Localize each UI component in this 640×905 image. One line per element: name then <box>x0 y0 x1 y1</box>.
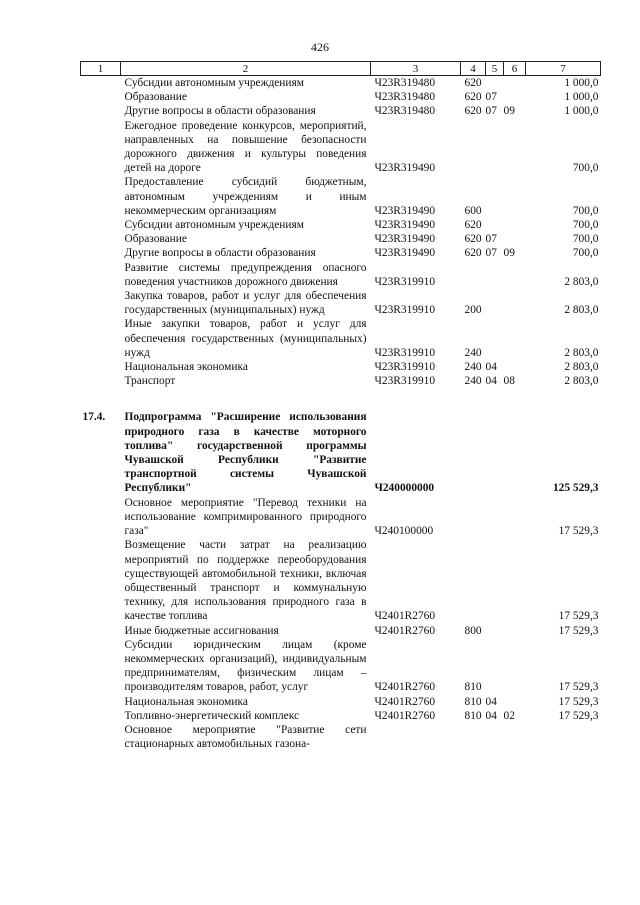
cell-vr <box>461 723 486 751</box>
cell-pr <box>504 232 526 246</box>
cell-rz <box>486 218 504 232</box>
cell-code: Ч23R319490 <box>374 204 436 217</box>
cell-sum: 17 529,3 <box>558 610 599 623</box>
cell-rz <box>486 410 504 495</box>
cell-num <box>81 289 121 317</box>
cell-name: Развитие системы предупреждения опасного поведения участников дорожного движения <box>124 261 367 288</box>
cell-num <box>81 232 121 246</box>
cell-rz <box>486 723 504 751</box>
cell-num <box>81 119 121 176</box>
cell-num <box>81 624 121 638</box>
cell-code: Ч240100000 <box>374 525 434 538</box>
table-row <box>81 638 601 695</box>
cell-rz <box>486 624 504 638</box>
table-row <box>81 232 601 246</box>
cell-pr <box>504 76 526 91</box>
cell-rz: 07 <box>485 247 497 260</box>
cell-code: Ч23R319490 <box>374 247 436 260</box>
cell-sum <box>526 723 601 751</box>
cell-pr: 09 <box>503 105 515 118</box>
cell-sum: 1 000,0 <box>564 77 599 89</box>
cell-name: Закупка товаров, работ и услуг для обеспечения государственных (муниципальных) нужд <box>124 290 367 317</box>
cell-vr: 620 <box>464 91 482 104</box>
spacer-cell <box>81 388 601 410</box>
cell-name: Основное мероприятие "Развитие сети стационарных автомобильных газона- <box>124 723 367 751</box>
table-row <box>81 360 601 374</box>
header-cell: 1 <box>81 62 121 76</box>
cell-pr <box>504 119 526 176</box>
cell-name: Субсидии юридическим лицам (кроме некоммерческих организаций), индивидуальным предпринимателям, физическим лицам – производителям товаров, работ, услуг <box>124 638 367 694</box>
cell-rz: 04 <box>485 375 497 388</box>
cell-num <box>81 723 121 751</box>
cell-pr <box>504 261 526 289</box>
cell-rz <box>486 638 504 695</box>
cell-vr <box>461 410 486 495</box>
cell-rz <box>486 76 504 91</box>
cell-sum: 1 000,0 <box>564 105 599 118</box>
cell-pr <box>504 317 526 360</box>
cell-rz: 07 <box>485 233 497 246</box>
cell-num <box>81 360 121 374</box>
cell-sum: 2 803,0 <box>564 275 599 288</box>
table-row <box>81 317 601 360</box>
cell-rz: 04 <box>485 695 497 708</box>
cell-sum: 700,0 <box>572 233 599 246</box>
cell-code: Ч240000000 <box>374 482 435 495</box>
budget-table <box>80 61 601 751</box>
cell-code: Ч23R319910 <box>374 346 436 359</box>
cell-rz <box>486 538 504 623</box>
cell-pr <box>504 695 526 709</box>
cell-num <box>81 246 121 260</box>
page-number: 426 <box>311 40 329 54</box>
cell-vr <box>461 261 486 289</box>
cell-name: Национальная экономика <box>124 695 248 708</box>
cell-pr: 02 <box>503 709 515 722</box>
cell-pr <box>504 624 526 638</box>
table-row <box>81 410 601 495</box>
cell-name: Образование <box>124 91 187 104</box>
cell-sum: 17 529,3 <box>558 709 599 722</box>
table-row <box>81 289 601 317</box>
cell-rz: 07 <box>485 91 497 104</box>
cell-vr: 620 <box>464 105 482 118</box>
table-row <box>81 261 601 289</box>
cell-code: Ч23R319910 <box>374 304 436 317</box>
cell-vr: 240 <box>464 361 482 374</box>
cell-vr: 600 <box>464 204 482 217</box>
cell-num <box>81 261 121 289</box>
cell-num <box>81 374 121 388</box>
table-row <box>81 624 601 638</box>
cell-vr <box>461 496 486 539</box>
cell-code: Ч23R319490 <box>374 162 436 175</box>
table-row <box>81 104 601 118</box>
cell-code: Ч23R319490 <box>374 219 436 232</box>
cell-pr: 08 <box>503 375 515 388</box>
cell-code: Ч23R319480 <box>374 91 436 104</box>
cell-vr: 620 <box>464 77 482 89</box>
cell-pr <box>504 410 526 495</box>
cell-num <box>81 317 121 360</box>
table-row <box>81 538 601 623</box>
cell-rz <box>486 317 504 360</box>
cell-code: Ч2401R2760 <box>374 624 436 637</box>
cell-sum: 17 529,3 <box>558 681 599 694</box>
cell-rz <box>486 119 504 176</box>
table-row <box>81 695 601 709</box>
cell-vr <box>461 119 486 176</box>
cell-sum: 700,0 <box>572 219 599 232</box>
cell-name: Основное мероприятие "Перевод техники на использование компримированного природного газа" <box>124 496 367 538</box>
cell-vr <box>461 538 486 623</box>
cell-pr <box>504 538 526 623</box>
cell-sum: 2 803,0 <box>564 304 599 317</box>
table-row <box>81 119 601 176</box>
table-row <box>81 723 601 751</box>
cell-num <box>81 104 121 118</box>
cell-rz: 07 <box>485 105 497 118</box>
cell-sum: 125 529,3 <box>552 482 599 495</box>
cell-vr: 800 <box>464 624 482 637</box>
cell-sum: 2 803,0 <box>564 361 599 374</box>
cell-num <box>81 76 121 91</box>
cell-name: Топливно-энергетический комплекс <box>124 709 300 722</box>
cell-vr: 200 <box>464 304 482 317</box>
cell-num <box>81 695 121 709</box>
cell-code: Ч2401R2760 <box>374 709 436 722</box>
table-spacer-row <box>81 388 601 410</box>
cell-name: Возмещение части затрат на реализацию мероприятий по поддержке переоборудования существующей автомобильной техники, включая общественный транспорт и коммунальную технику, для использования природного газа в качестве топлива <box>124 539 367 623</box>
cell-vr: 240 <box>464 375 482 388</box>
table-row <box>81 218 601 232</box>
cell-pr: 09 <box>503 247 515 260</box>
cell-code: Ч23R319490 <box>374 233 436 246</box>
header-cell: 2 <box>121 62 371 76</box>
cell-pr <box>504 175 526 218</box>
cell-code: Ч23R319910 <box>374 375 436 388</box>
cell-pr <box>504 638 526 695</box>
cell-code: Ч2401R2760 <box>374 695 436 708</box>
cell-num <box>81 496 121 539</box>
cell-sum: 2 803,0 <box>564 346 599 359</box>
cell-num <box>81 709 121 723</box>
cell-sum: 17 529,3 <box>558 624 599 637</box>
cell-sum: 700,0 <box>572 247 599 260</box>
cell-code: Ч23R319910 <box>374 275 436 288</box>
cell-code: Ч23R319910 <box>374 361 436 374</box>
cell-vr: 810 <box>464 709 482 722</box>
cell-name: Субсидии автономным учреждениям <box>124 77 304 89</box>
cell-num <box>81 175 121 218</box>
cell-name: Транспорт <box>124 375 176 388</box>
cell-code <box>371 723 461 751</box>
cell-sum: 700,0 <box>572 162 599 175</box>
cell-vr: 620 <box>464 247 482 260</box>
cell-rz: 04 <box>485 709 497 722</box>
cell-vr: 240 <box>464 346 482 359</box>
cell-num <box>81 638 121 695</box>
cell-rz <box>486 261 504 289</box>
header-cell: 5 <box>486 62 504 76</box>
cell-num: 17.4. <box>82 411 106 424</box>
cell-sum: 17 529,3 <box>558 525 599 538</box>
header-cell: 6 <box>504 62 526 76</box>
cell-rz <box>486 289 504 317</box>
cell-pr <box>504 289 526 317</box>
cell-name: Субсидии автономным учреждениям <box>124 219 304 232</box>
table-row <box>81 374 601 388</box>
cell-name: Предоставление субсидий бюджетным, автономным учреждениям и иным некоммерческим организациям <box>124 176 367 217</box>
cell-pr <box>504 360 526 374</box>
table-row <box>81 90 601 104</box>
table-row <box>81 175 601 218</box>
cell-rz <box>486 175 504 218</box>
cell-name: Иные закупки товаров, работ и услуг для обеспечения государственных (муниципальных) нужд <box>124 318 367 359</box>
cell-name: Иные бюджетные ассигнования <box>124 624 279 637</box>
cell-vr: 620 <box>464 219 482 232</box>
cell-sum: 17 529,3 <box>558 695 599 708</box>
cell-sum: 1 000,0 <box>564 91 599 104</box>
cell-name: Другие вопросы в области образования <box>124 105 316 118</box>
cell-vr: 810 <box>464 681 482 694</box>
header-cell: 3 <box>371 62 461 76</box>
header-cell: 7 <box>526 62 601 76</box>
cell-sum: 2 803,0 <box>564 375 599 388</box>
cell-vr: 620 <box>464 233 482 246</box>
cell-num <box>81 218 121 232</box>
cell-code: Ч2401R2760 <box>374 610 436 623</box>
cell-code: Ч23R319480 <box>374 105 436 118</box>
cell-rz <box>486 496 504 539</box>
cell-code: Ч2401R2760 <box>374 681 436 694</box>
table-row <box>81 496 601 539</box>
cell-pr <box>504 218 526 232</box>
table-row <box>81 709 601 723</box>
cell-num <box>81 538 121 623</box>
cell-pr <box>504 723 526 751</box>
cell-name: Подпрограмма "Расширение использования природного газа в качестве моторного топлива" государственной программы Чувашской Республики "Развитие транспортной системы Чувашской Республики" <box>124 411 367 495</box>
cell-name: Другие вопросы в области образования <box>124 247 316 260</box>
table-header-row <box>81 62 601 76</box>
cell-name: Ежегодное проведение конкурсов, мероприятий, направленных на повышение безопасности дорожного движения и культуры поведения детей на дороге <box>124 119 367 175</box>
cell-sum: 700,0 <box>572 204 599 217</box>
cell-name: Образование <box>124 233 187 246</box>
cell-name: Национальная экономика <box>124 361 248 374</box>
cell-code: Ч23R319480 <box>374 77 436 89</box>
cell-pr <box>504 496 526 539</box>
cell-pr <box>504 90 526 104</box>
table-row <box>81 246 601 260</box>
table-row <box>81 76 601 91</box>
cell-vr: 810 <box>464 695 482 708</box>
cell-num <box>81 90 121 104</box>
header-cell: 4 <box>461 62 486 76</box>
cell-rz: 04 <box>485 361 497 374</box>
